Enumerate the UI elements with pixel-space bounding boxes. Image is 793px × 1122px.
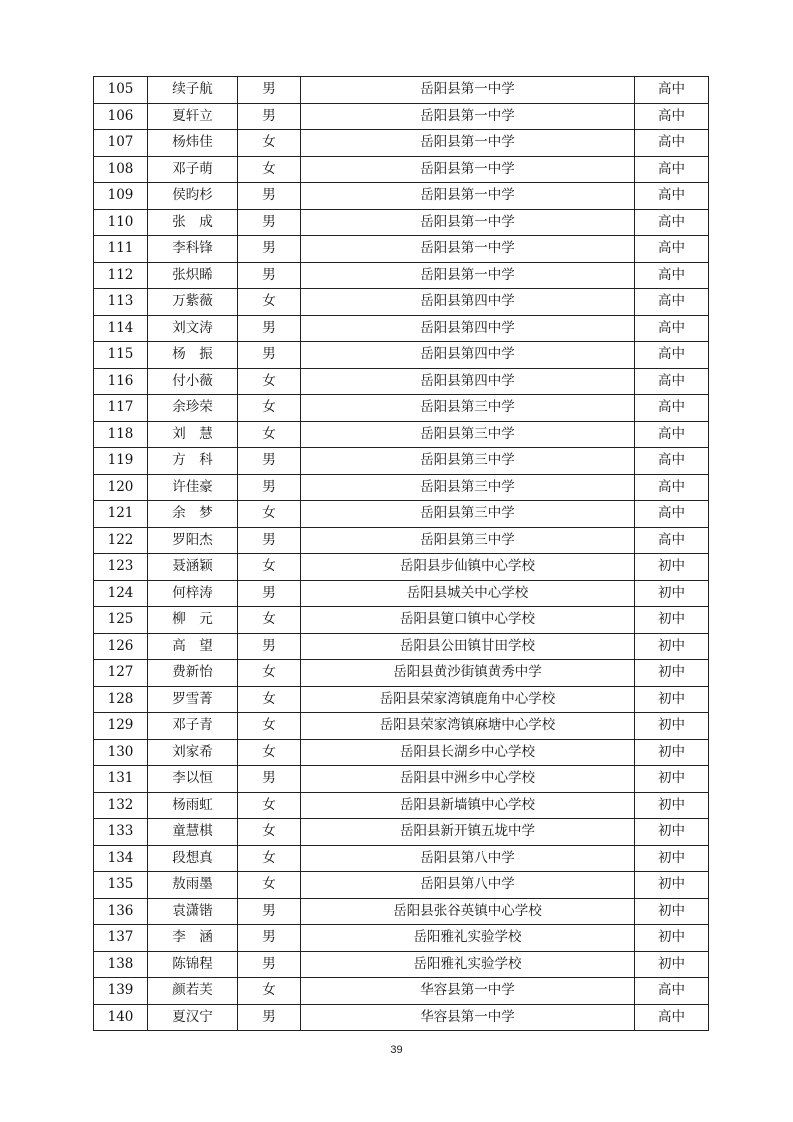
row-number-cell: 106: [94, 103, 148, 130]
gender-cell: 女: [238, 395, 301, 422]
table-row: [94, 448, 709, 475]
student-name-cell: 余珍荣: [148, 395, 238, 422]
gender-cell: 女: [238, 713, 301, 740]
table-row: [94, 236, 709, 263]
student-name-cell: 聂涵颖: [148, 554, 238, 581]
table-row: [94, 951, 709, 978]
gender-cell: 男: [238, 342, 301, 369]
table-row: [94, 527, 709, 554]
row-number-cell: 127: [94, 660, 148, 687]
row-number-cell: 126: [94, 633, 148, 660]
row-number-cell: 125: [94, 607, 148, 634]
student-name-cell: 何梓涛: [148, 580, 238, 607]
student-name-cell: 费新怡: [148, 660, 238, 687]
school-cell: 岳阳县第三中学: [301, 501, 635, 528]
row-number-cell: 140: [94, 1004, 148, 1031]
gender-cell: 女: [238, 501, 301, 528]
school-cell: 岳阳县第三中学: [301, 448, 635, 475]
school-cell: 岳阳县第八中学: [301, 872, 635, 899]
row-number-cell: 136: [94, 898, 148, 925]
student-name-cell: 杨 振: [148, 342, 238, 369]
school-level-cell: 高中: [635, 448, 709, 475]
student-name-cell: 万紫薇: [148, 289, 238, 316]
school-cell: 岳阳县荣家湾镇麻塘中心学校: [301, 713, 635, 740]
gender-cell: 女: [238, 421, 301, 448]
school-level-cell: 高中: [635, 262, 709, 289]
table-row: [94, 77, 709, 104]
school-level-cell: 初中: [635, 951, 709, 978]
school-level-cell: 初中: [635, 686, 709, 713]
page-number: 39: [390, 1044, 403, 1056]
school-cell: 岳阳县第八中学: [301, 845, 635, 872]
school-level-cell: 高中: [635, 527, 709, 554]
row-number-cell: 121: [94, 501, 148, 528]
table-row: [94, 1004, 709, 1031]
table-row: [94, 607, 709, 634]
row-number-cell: 107: [94, 130, 148, 157]
school-level-cell: 高中: [635, 236, 709, 263]
student-name-cell: 付小薇: [148, 368, 238, 395]
school-cell: 岳阳县荣家湾镇鹿角中心学校: [301, 686, 635, 713]
school-level-cell: 高中: [635, 1004, 709, 1031]
school-cell: 华容县第一中学: [301, 1004, 635, 1031]
table-row: [94, 103, 709, 130]
student-name-cell: 李以恒: [148, 766, 238, 793]
table-row: [94, 845, 709, 872]
gender-cell: 男: [238, 527, 301, 554]
school-level-cell: 初中: [635, 633, 709, 660]
student-roster-table: [93, 76, 709, 1031]
school-cell: 华容县第一中学: [301, 978, 635, 1005]
row-number-cell: 105: [94, 77, 148, 104]
school-level-cell: 初中: [635, 898, 709, 925]
student-name-cell: 杨炜佳: [148, 130, 238, 157]
school-level-cell: 高中: [635, 103, 709, 130]
roster-body: [94, 77, 709, 1031]
gender-cell: 女: [238, 872, 301, 899]
roster-sheet: [93, 76, 708, 1031]
student-name-cell: 方 科: [148, 448, 238, 475]
table-row: [94, 819, 709, 846]
school-cell: 岳阳县第一中学: [301, 236, 635, 263]
gender-cell: 女: [238, 156, 301, 183]
table-row: [94, 660, 709, 687]
school-level-cell: 初中: [635, 819, 709, 846]
row-number-cell: 119: [94, 448, 148, 475]
school-level-cell: 初中: [635, 713, 709, 740]
student-name-cell: 陈锦程: [148, 951, 238, 978]
table-row: [94, 766, 709, 793]
school-cell: 岳阳县第四中学: [301, 289, 635, 316]
student-name-cell: 张 成: [148, 209, 238, 236]
row-number-cell: 128: [94, 686, 148, 713]
gender-cell: 男: [238, 209, 301, 236]
student-name-cell: 柳 元: [148, 607, 238, 634]
school-cell: 岳阳县第三中学: [301, 421, 635, 448]
school-cell: 岳阳县第一中学: [301, 156, 635, 183]
table-row: [94, 474, 709, 501]
school-level-cell: 初中: [635, 845, 709, 872]
school-level-cell: 高中: [635, 209, 709, 236]
table-row: [94, 156, 709, 183]
table-row: [94, 633, 709, 660]
student-name-cell: 侯昀杉: [148, 183, 238, 210]
student-name-cell: 许佳豪: [148, 474, 238, 501]
table-row: [94, 130, 709, 157]
school-level-cell: 初中: [635, 872, 709, 899]
gender-cell: 男: [238, 474, 301, 501]
school-cell: 岳阳雅礼实验学校: [301, 951, 635, 978]
school-cell: 岳阳县新墙镇中心学校: [301, 792, 635, 819]
table-row: [94, 739, 709, 766]
row-number-cell: 116: [94, 368, 148, 395]
table-row: [94, 315, 709, 342]
student-name-cell: 敖雨墨: [148, 872, 238, 899]
gender-cell: 女: [238, 554, 301, 581]
school-cell: 岳阳县步仙镇中心学校: [301, 554, 635, 581]
student-name-cell: 张炽睎: [148, 262, 238, 289]
row-number-cell: 110: [94, 209, 148, 236]
school-cell: 岳阳县第四中学: [301, 342, 635, 369]
school-cell: 岳阳县公田镇甘田学校: [301, 633, 635, 660]
school-cell: 岳阳县城关中心学校: [301, 580, 635, 607]
school-level-cell: 初中: [635, 766, 709, 793]
school-level-cell: 高中: [635, 156, 709, 183]
student-name-cell: 杨雨虹: [148, 792, 238, 819]
school-level-cell: 初中: [635, 739, 709, 766]
gender-cell: 男: [238, 951, 301, 978]
gender-cell: 男: [238, 183, 301, 210]
gender-cell: 男: [238, 580, 301, 607]
table-row: [94, 183, 709, 210]
student-name-cell: 段想真: [148, 845, 238, 872]
student-name-cell: 续子航: [148, 77, 238, 104]
row-number-cell: 124: [94, 580, 148, 607]
row-number-cell: 123: [94, 554, 148, 581]
row-number-cell: 137: [94, 925, 148, 952]
row-number-cell: 114: [94, 315, 148, 342]
table-row: [94, 262, 709, 289]
gender-cell: 男: [238, 925, 301, 952]
gender-cell: 女: [238, 289, 301, 316]
table-row: [94, 580, 709, 607]
student-name-cell: 余 梦: [148, 501, 238, 528]
school-level-cell: 初中: [635, 580, 709, 607]
school-level-cell: 高中: [635, 501, 709, 528]
student-name-cell: 高 望: [148, 633, 238, 660]
school-level-cell: 高中: [635, 474, 709, 501]
school-level-cell: 初中: [635, 660, 709, 687]
student-name-cell: 邓子萌: [148, 156, 238, 183]
school-cell: 岳阳县长湖乡中心学校: [301, 739, 635, 766]
school-level-cell: 高中: [635, 342, 709, 369]
gender-cell: 女: [238, 819, 301, 846]
school-level-cell: 初中: [635, 925, 709, 952]
school-cell: 岳阳县第四中学: [301, 368, 635, 395]
gender-cell: 男: [238, 898, 301, 925]
school-cell: 岳阳县第三中学: [301, 474, 635, 501]
gender-cell: 女: [238, 739, 301, 766]
student-name-cell: 夏轩立: [148, 103, 238, 130]
student-name-cell: 李科锋: [148, 236, 238, 263]
school-cell: 岳阳县筻口镇中心学校: [301, 607, 635, 634]
school-cell: 岳阳县第一中学: [301, 183, 635, 210]
gender-cell: 男: [238, 448, 301, 475]
school-level-cell: 高中: [635, 978, 709, 1005]
row-number-cell: 112: [94, 262, 148, 289]
gender-cell: 女: [238, 368, 301, 395]
school-level-cell: 高中: [635, 77, 709, 104]
table-row: [94, 209, 709, 236]
gender-cell: 女: [238, 686, 301, 713]
student-name-cell: 夏汉宁: [148, 1004, 238, 1031]
row-number-cell: 133: [94, 819, 148, 846]
school-level-cell: 初中: [635, 607, 709, 634]
school-cell: 岳阳县新开镇五垅中学: [301, 819, 635, 846]
school-level-cell: 初中: [635, 554, 709, 581]
row-number-cell: 118: [94, 421, 148, 448]
school-cell: 岳阳雅礼实验学校: [301, 925, 635, 952]
gender-cell: 女: [238, 607, 301, 634]
row-number-cell: 129: [94, 713, 148, 740]
school-level-cell: 高中: [635, 395, 709, 422]
student-name-cell: 刘 慧: [148, 421, 238, 448]
gender-cell: 女: [238, 660, 301, 687]
school-level-cell: 高中: [635, 315, 709, 342]
gender-cell: 男: [238, 633, 301, 660]
student-name-cell: 童慧棋: [148, 819, 238, 846]
row-number-cell: 132: [94, 792, 148, 819]
student-name-cell: 罗阳杰: [148, 527, 238, 554]
gender-cell: 男: [238, 77, 301, 104]
gender-cell: 男: [238, 315, 301, 342]
student-name-cell: 李 涵: [148, 925, 238, 952]
row-number-cell: 117: [94, 395, 148, 422]
student-name-cell: 罗雪菁: [148, 686, 238, 713]
table-row: [94, 289, 709, 316]
row-number-cell: 111: [94, 236, 148, 263]
row-number-cell: 122: [94, 527, 148, 554]
row-number-cell: 115: [94, 342, 148, 369]
row-number-cell: 138: [94, 951, 148, 978]
row-number-cell: 113: [94, 289, 148, 316]
row-number-cell: 120: [94, 474, 148, 501]
table-row: [94, 342, 709, 369]
gender-cell: 男: [238, 236, 301, 263]
gender-cell: 女: [238, 845, 301, 872]
gender-cell: 男: [238, 766, 301, 793]
student-name-cell: 刘文涛: [148, 315, 238, 342]
school-cell: 岳阳县黄沙街镇黄秀中学: [301, 660, 635, 687]
table-row: [94, 925, 709, 952]
student-name-cell: 颜若芙: [148, 978, 238, 1005]
school-level-cell: 高中: [635, 421, 709, 448]
gender-cell: 男: [238, 262, 301, 289]
table-row: [94, 501, 709, 528]
table-row: [94, 792, 709, 819]
row-number-cell: 130: [94, 739, 148, 766]
school-cell: 岳阳县第四中学: [301, 315, 635, 342]
table-row: [94, 898, 709, 925]
school-cell: 岳阳县第一中学: [301, 130, 635, 157]
school-cell: 岳阳县第一中学: [301, 262, 635, 289]
table-row: [94, 421, 709, 448]
school-level-cell: 初中: [635, 792, 709, 819]
student-name-cell: 袁潇锴: [148, 898, 238, 925]
school-level-cell: 高中: [635, 130, 709, 157]
gender-cell: 女: [238, 130, 301, 157]
table-row: [94, 713, 709, 740]
row-number-cell: 139: [94, 978, 148, 1005]
gender-cell: 女: [238, 792, 301, 819]
school-cell: 岳阳县第一中学: [301, 103, 635, 130]
student-name-cell: 刘家希: [148, 739, 238, 766]
table-row: [94, 368, 709, 395]
school-cell: 岳阳县第三中学: [301, 527, 635, 554]
school-cell: 岳阳县张谷英镇中心学校: [301, 898, 635, 925]
table-row: [94, 686, 709, 713]
table-row: [94, 872, 709, 899]
school-level-cell: 高中: [635, 368, 709, 395]
table-row: [94, 395, 709, 422]
school-cell: 岳阳县第三中学: [301, 395, 635, 422]
gender-cell: 女: [238, 978, 301, 1005]
gender-cell: 男: [238, 1004, 301, 1031]
table-row: [94, 978, 709, 1005]
school-level-cell: 高中: [635, 289, 709, 316]
gender-cell: 男: [238, 103, 301, 130]
row-number-cell: 109: [94, 183, 148, 210]
row-number-cell: 108: [94, 156, 148, 183]
row-number-cell: 135: [94, 872, 148, 899]
school-cell: 岳阳县中洲乡中心学校: [301, 766, 635, 793]
school-level-cell: 高中: [635, 183, 709, 210]
school-cell: 岳阳县第一中学: [301, 77, 635, 104]
row-number-cell: 131: [94, 766, 148, 793]
row-number-cell: 134: [94, 845, 148, 872]
student-name-cell: 邓子青: [148, 713, 238, 740]
school-cell: 岳阳县第一中学: [301, 209, 635, 236]
table-row: [94, 554, 709, 581]
